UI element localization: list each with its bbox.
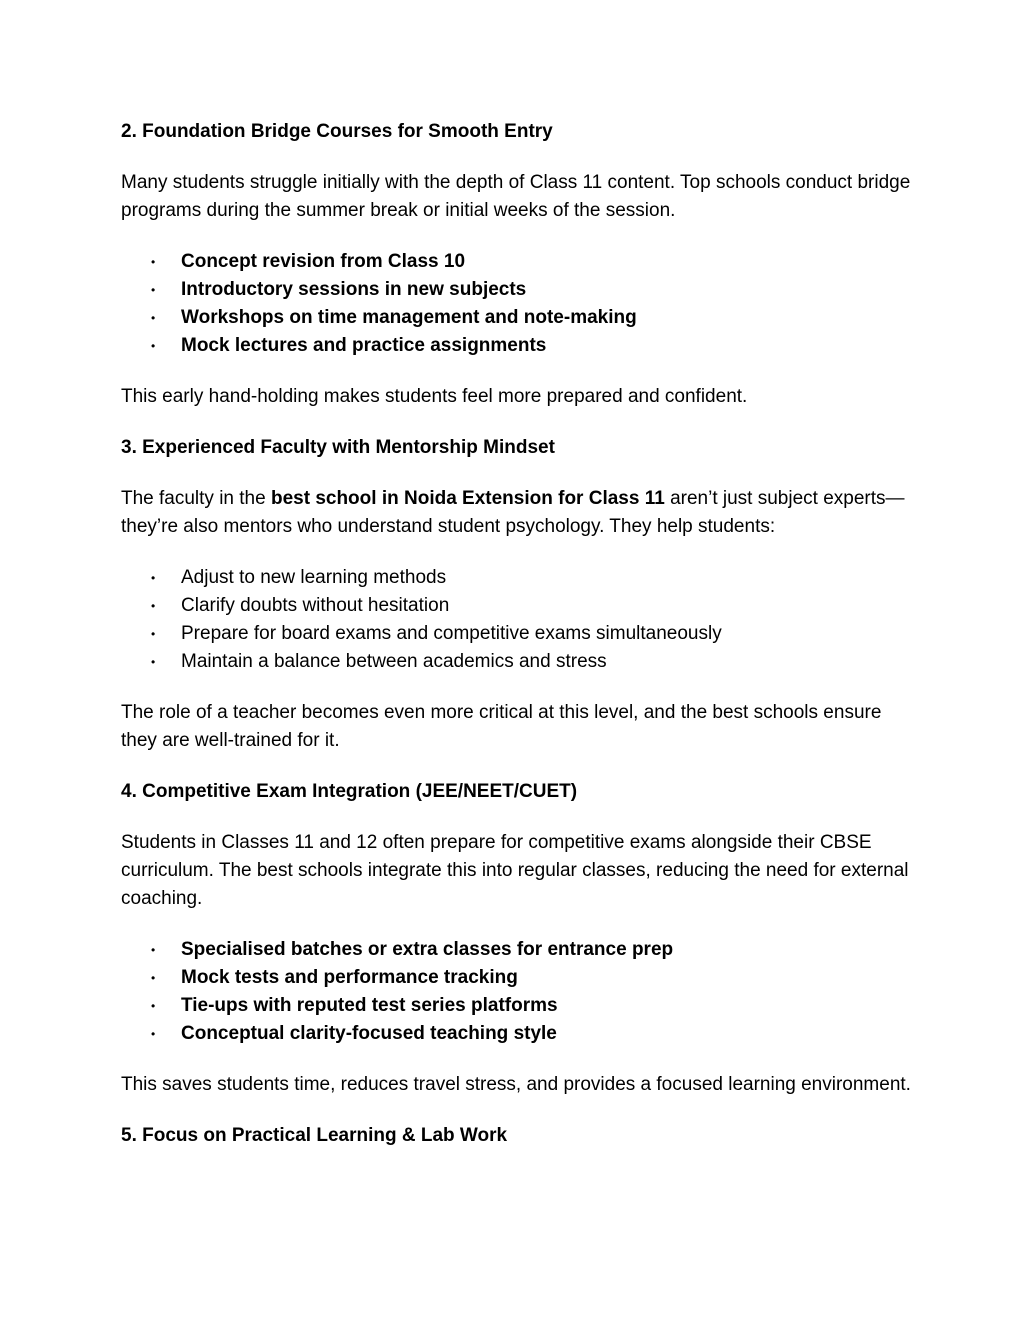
list-item: • Specialised batches or extra classes for entrance prep [121, 936, 911, 964]
bullet-icon: • [151, 943, 156, 957]
section-3-list [121, 564, 911, 676]
list-item: • Conceptual clarity-focused teaching style [121, 1020, 911, 1048]
section-3-heading: 3. Experienced Faculty with Mentorship Mindset [121, 437, 555, 458]
bullet-icon: • [151, 283, 156, 297]
section-2-list [121, 248, 911, 360]
section-3-intro: The faculty in the best school in Noida Extension for Class 11 aren’t just subject experts—they’re also mentors who understand student psychology. They help students: [121, 488, 905, 537]
section-5-heading: 5. Focus on Practical Learning & Lab Work [121, 1125, 508, 1146]
list-item: • Maintain a balance between academics and stress [121, 648, 911, 676]
list-item: • Concept revision from Class 10 [121, 248, 911, 276]
bullet-icon: • [151, 311, 156, 325]
list-item: • Adjust to new learning methods [121, 564, 911, 592]
section-4-outro: This saves students time, reduces travel stress, and provides a focused learning environment. [121, 1074, 911, 1095]
list-item: • Mock tests and performance tracking [121, 964, 911, 992]
bullet-icon: • [151, 999, 156, 1013]
bullet-icon: • [151, 655, 156, 669]
bullet-icon: • [151, 971, 156, 985]
list-item: • Workshops on time management and note-making [121, 304, 911, 332]
bullet-icon: • [151, 599, 156, 613]
highlighted-phrase: best school in Noida Extension for Class 11 [270, 488, 665, 509]
document-page [121, 118, 911, 1173]
list-item: • Introductory sessions in new subjects [121, 276, 911, 304]
list-item: • Prepare for board exams and competitive exams simultaneously [121, 620, 911, 648]
bullet-icon: • [151, 339, 156, 353]
section-2-outro: This early hand-holding makes students feel more prepared and confident. [121, 386, 748, 407]
list-item: • Mock lectures and practice assignments [121, 332, 911, 360]
list-item: • Tie-ups with reputed test series platforms [121, 992, 911, 1020]
bullet-icon: • [151, 571, 156, 585]
section-2-intro: Many students struggle initially with the depth of Class 11 content. Top schools conduct bridge programs during the summer break or initial weeks of the session. [121, 172, 911, 221]
bullet-icon: • [151, 1027, 156, 1041]
section-4-heading: 4. Competitive Exam Integration (JEE/NEET/CUET) [121, 781, 578, 802]
list-item: • Clarify doubts without hesitation [121, 592, 911, 620]
section-4-intro: Students in Classes 11 and 12 often prepare for competitive exams alongside their CBSE curriculum. The best schools integrate this into regular classes, reducing the need for external coaching. [121, 832, 909, 909]
section-2-heading: 2. Foundation Bridge Courses for Smooth Entry [121, 121, 553, 142]
section-4-list [121, 936, 911, 1048]
bullet-icon: • [151, 627, 156, 641]
section-3-outro: The role of a teacher becomes even more critical at this level, and the best schools ensure they are well-trained for it. [121, 702, 882, 751]
bullet-icon: • [151, 255, 156, 269]
